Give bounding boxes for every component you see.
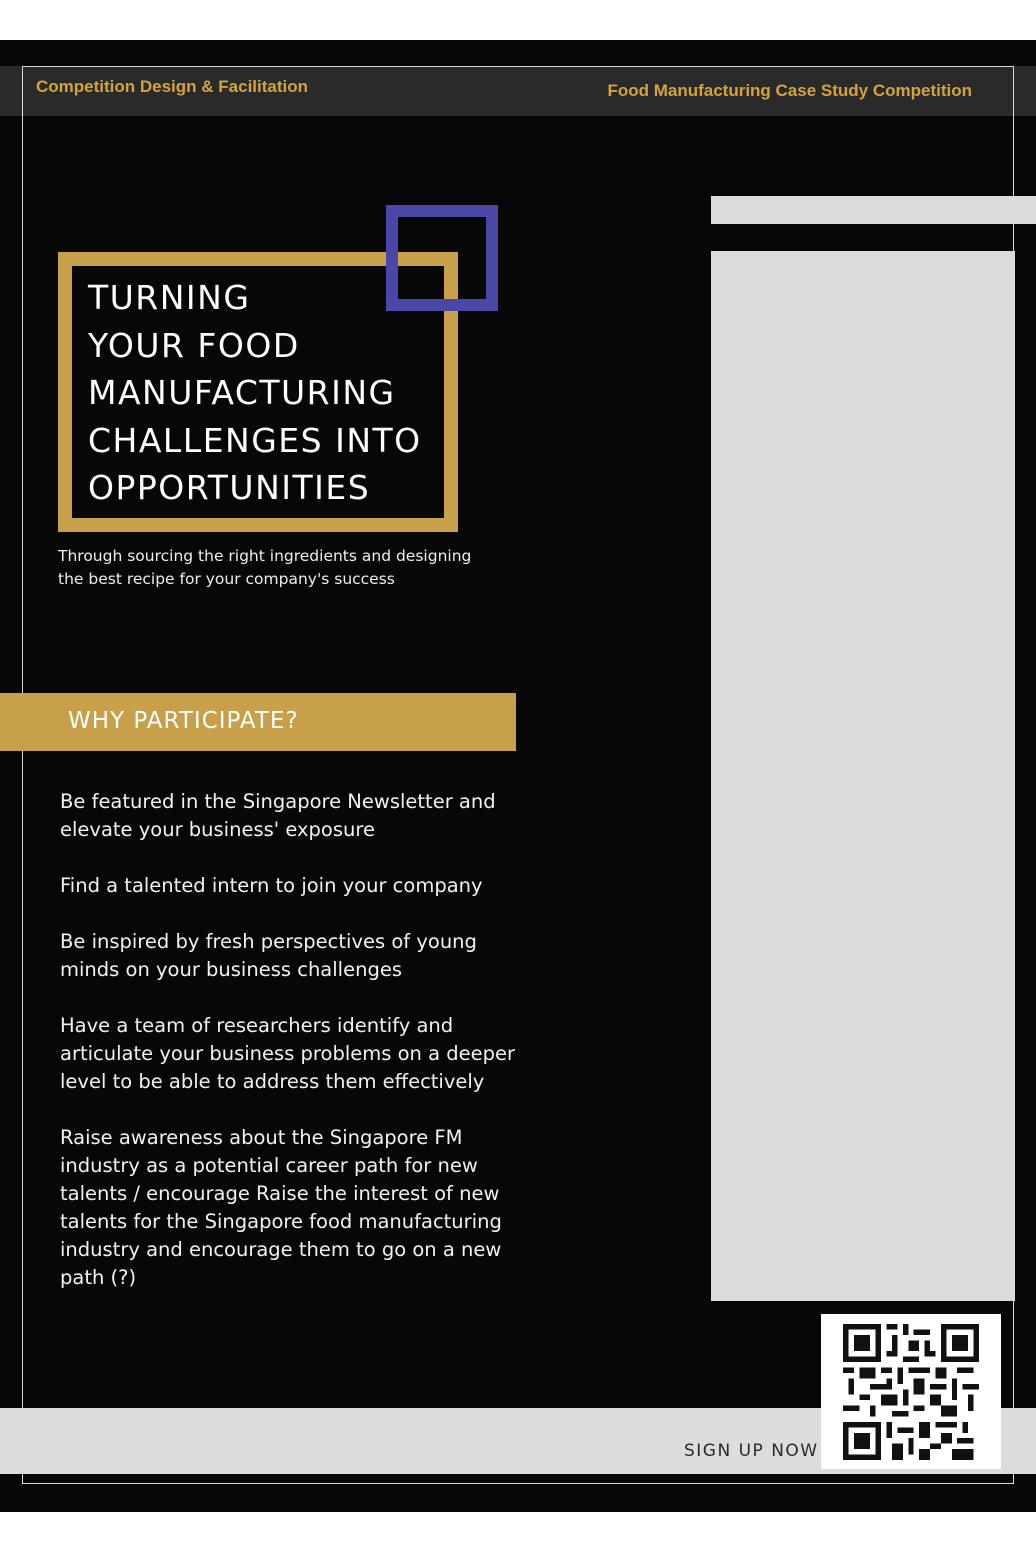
benefit-item: Be inspired by fresh perspectives of young minds on your business challenges — [60, 930, 477, 981]
header-left-title: Competition Design & Facilitation — [36, 77, 309, 96]
qr-code-icon — [843, 1324, 979, 1460]
headline — [88, 274, 422, 512]
header-right-title: Food Manufacturing Case Study Competition — [607, 81, 972, 100]
headline-line: TURNING — [88, 278, 251, 317]
benefit-item: Be featured in the Singapore Newsletter and elevate your business' exposure — [60, 790, 496, 841]
headline-line: CHALLENGES INTO — [88, 420, 422, 460]
benefit-item: Find a talented intern to join your company — [60, 874, 483, 897]
subtitle: Through sourcing the right ingredients and designing the best recipe for your company's success — [58, 547, 472, 588]
why-participate-banner — [0, 693, 516, 751]
headline-line: MANUFACTURING — [88, 373, 396, 412]
qr-code-box[interactable] — [821, 1314, 1001, 1469]
why-participate-title: WHY PARTICIPATE? — [68, 708, 299, 734]
image-placeholder-panel — [711, 251, 1015, 1301]
benefit-item: Have a team of researchers identify and articulate your business problems on a deeper level to be able to address them effectively — [60, 1014, 515, 1093]
image-placeholder-strip — [711, 196, 1036, 224]
benefits-list — [60, 788, 530, 1320]
headline-line: OPPORTUNITIES — [88, 468, 371, 507]
headline-line: YOUR FOOD — [88, 325, 300, 365]
poster — [0, 40, 1036, 1512]
sign-up-label[interactable]: SIGN UP NOW — [684, 1441, 819, 1461]
benefit-item: Raise awareness about the Singapore FM industry as a potential career path for new talents / encourage Raise the interest of new talents for the Singapore food manufacturing industry and encourage them to go on a new path (?) — [60, 1126, 502, 1289]
